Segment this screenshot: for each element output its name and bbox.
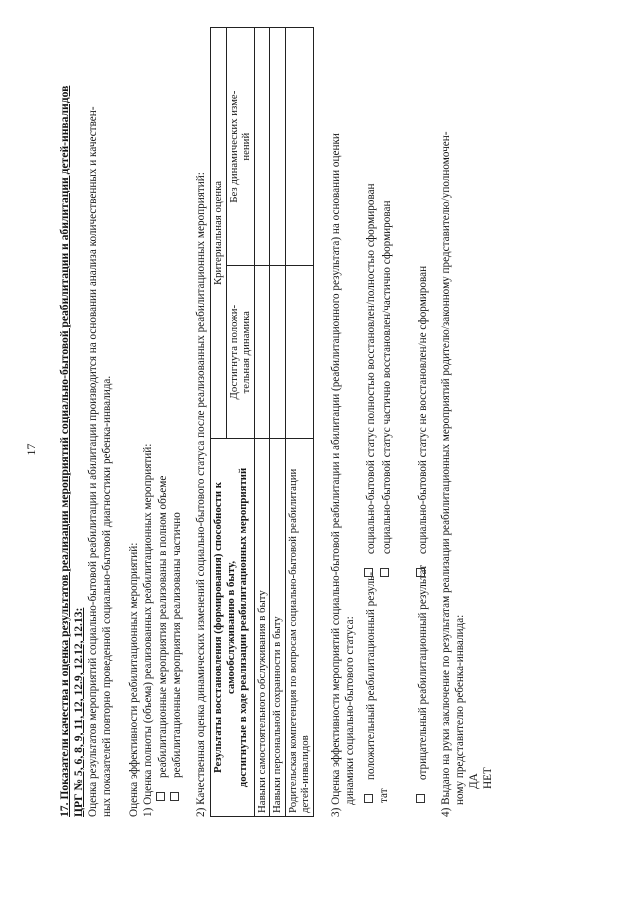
table-row [270, 28, 286, 817]
option-text: социально-бытовой статус частично восстановлен/частично сформирован [381, 200, 393, 554]
table-cell-skill: Навыки персональной сохранности в быту [270, 438, 286, 816]
effectiveness-title: Оценка эффективности реабилитационных мероприятий: [128, 542, 140, 817]
page-number: 17 [24, 443, 38, 456]
table-cell-positive[interactable] [254, 266, 270, 439]
option-text: социально-бытовой статус не восстановлен/не сформирован [417, 265, 429, 554]
header-text: Достигнута положи- [227, 304, 240, 400]
option-text: отрицательный реабилитационный результат [417, 564, 429, 780]
item1-option [170, 512, 185, 801]
positive-option [380, 201, 395, 577]
table-cell-no-change[interactable] [285, 28, 313, 266]
negative-result-label [416, 565, 431, 803]
item3-label: 3) Оценка эффективности мероприятий социально-бытовой реабилитации и абилитации (реабилитационного результата) на основании оценки [330, 133, 342, 817]
table-row [285, 28, 313, 817]
checkbox-icon[interactable] [416, 568, 425, 577]
checkbox-icon[interactable] [170, 792, 179, 801]
section-heading [58, 86, 86, 817]
table-cell-skill: Родительская компетенция по вопросам социально-бытовой реабилитации детей-инвалидов [285, 438, 313, 816]
checkbox-icon[interactable] [416, 794, 425, 803]
item4-label-cont: ному представителю ребенка-инвалида: [454, 614, 466, 805]
header-text: Без динамических изме- [227, 90, 240, 203]
positive-result-label [364, 572, 379, 803]
item3-label-cont: динамики социально-бытового статуса: [344, 616, 356, 805]
option-text: реабилитационные мероприятия реализованы частично [171, 512, 183, 778]
positive-result-label-cont: тат [378, 788, 390, 803]
negative-option [416, 266, 431, 577]
item2-label: 2) Качественная оценка динамических изменений социально-бытового статуса после реализованных реабилитационных мероприятий: [195, 172, 207, 817]
header-text: достигнутые в ходе реализации реабилитационных мероприятий [237, 467, 249, 788]
checkbox-icon[interactable] [364, 568, 373, 577]
intro-line: Оценка результатов мероприятий социально-бытовой реабилитации и абилитации производится на основании анализа количественных и качествен- [87, 106, 99, 817]
table-header-positive [226, 266, 254, 439]
table-cell-no-change[interactable] [254, 28, 270, 266]
checkbox-icon[interactable] [156, 792, 165, 801]
option-text: социально-бытовой статус полностью восстановлен/полностью сформирован [365, 183, 377, 554]
option-text: положительный реабилитационный резуль- [365, 571, 377, 780]
header-text: нений [240, 132, 252, 161]
table-header-no-change [226, 28, 254, 266]
table-header-group: Критериальная оценка [211, 28, 227, 439]
table-header-row [211, 28, 227, 817]
checkbox-icon[interactable] [364, 794, 373, 803]
option-text: реабилитационные мероприятия реализованы в полном объеме [157, 475, 169, 778]
item1-option [156, 476, 171, 801]
table-cell-positive[interactable] [270, 266, 286, 439]
intro-paragraph [87, 107, 114, 817]
table-cell-positive[interactable] [285, 266, 313, 439]
header-text: тельная динамика [240, 311, 252, 394]
intro-line: ных показателей повторно проведенной социально-бытовой диагностики ребенка-инвалида. [100, 375, 113, 817]
header-text: Результаты восстановления (формирования) способности к самообслуживанию в быту, [212, 482, 237, 773]
item4-label: 4) Выдано на руки заключение по результатам реализации реабилитационных мероприятий родителю/законному представителю/уполномочен- [440, 131, 452, 817]
heading-line: 17. Показатели качества и оценка результатов реализации мероприятий социально-бытовой реабилитации и абилитации детей-инвалидов [58, 85, 71, 817]
answer-no[interactable]: НЕТ [482, 767, 494, 789]
table-row [254, 28, 270, 817]
checkbox-icon[interactable] [380, 568, 389, 577]
answer-yes[interactable]: ДА [468, 773, 480, 789]
item1-label: 1) Оценка полноты (объема) реализованных реабилитационных мероприятий: [142, 443, 154, 817]
table-cell-skill: Навыки самостоятельного обслуживания в быту [254, 438, 270, 816]
table-cell-no-change[interactable] [270, 28, 286, 266]
rehab-assessment-table [210, 27, 314, 817]
heading-line: ЦРГ № 5, 6, 8, 9, 11, 12, 12.9, 12.12, 12.13: [72, 607, 85, 817]
table-header-main [211, 438, 255, 816]
positive-option [364, 183, 379, 577]
